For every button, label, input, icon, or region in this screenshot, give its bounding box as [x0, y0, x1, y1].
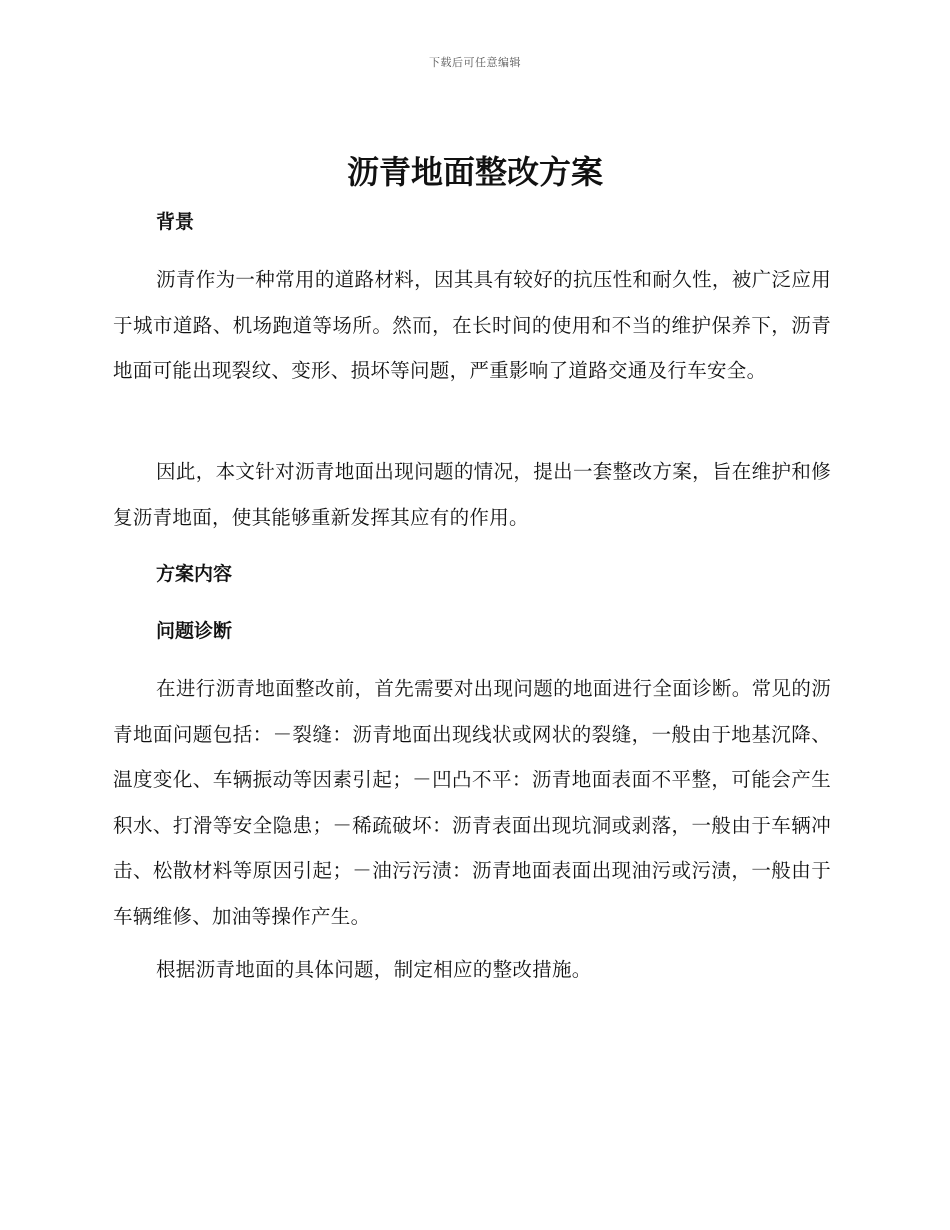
paragraph-diagnosis-2: 根据沥青地面的具体问题，制定相应的整改措施。 — [156, 958, 592, 981]
section-heading-plan: 方案内容 — [156, 563, 233, 585]
section-heading-diagnosis: 问题诊断 — [156, 620, 233, 642]
section-heading-background: 背景 — [156, 211, 195, 233]
paragraph-background-1: 沥青作为一种常用的道路材料，因其具有较好的抗压性和耐久性，被广泛应用于城市道路、机场跑道等场所。然而，在长时间的使用和不当的维护保养下，沥青地面可能出现裂纹、变形、损坏等问题，严重影响了道路交通及行车安全。 — [113, 268, 831, 382]
paragraph-diagnosis-1: 在进行沥青地面整改前，首先需要对出现问题的地面进行全面诊断。常见的沥青地面问题包括：－裂缝：沥青地面出现线状或网状的裂缝，一般由于地基沉降、温度变化、车辆振动等因素引起；－凹凸不平：沥青地面表面不平整，可能会产生积水、打滑等安全隐患；－稀疏破坏：沥青表面出现坑洞或剥落，一般由于车辆冲击、松散材料等原因引起；－油污污渍：沥青地面表面出现油污或污渍，一般由于车辆维修、加油等操作产生。 — [113, 677, 831, 928]
page-header: 下载后可任意编辑 — [429, 56, 521, 69]
paragraph-background-2: 因此，本文针对沥青地面出现问题的情况，提出一套整改方案，旨在维护和修复沥青地面，使其能够重新发挥其应有的作用。 — [113, 460, 831, 529]
document-title: 沥青地面整改方案 — [346, 153, 603, 191]
